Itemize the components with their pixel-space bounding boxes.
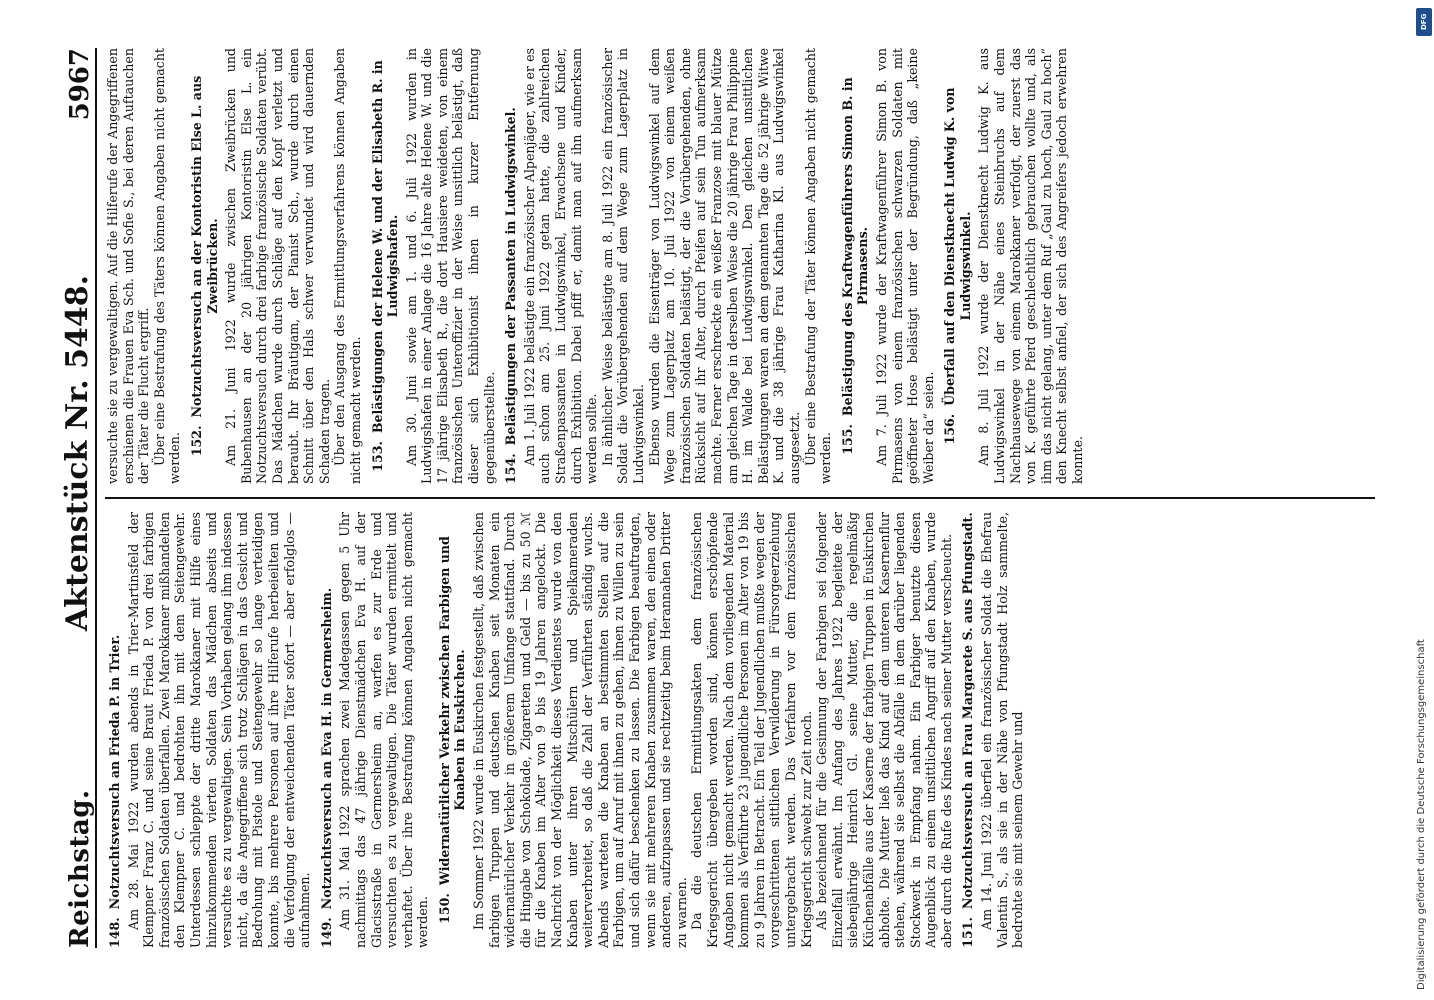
entry-number: 156. [942,413,958,445]
entry-152 [189,48,364,484]
entry-heading: Widernatürlicher Verkehr zwischen Farbigen und Knaben in Euskirchen. [436,536,468,886]
entry-heading: Überfall auf den Dienstknecht Ludwig K. von Ludwigswinkel. [942,87,973,406]
column-right [105,48,1385,484]
entry-heading: Notzuchtsversuch an Frau Margarete S. aus Pfungstadt. [960,512,976,910]
paragraph: Über eine Bestrafung der Täter können Angaben nicht gemacht werden. [802,48,834,484]
paragraph: Am 30. Juni sowie am 1. und 6. Juli 1922 wurden in Ludwigshafen in einer Anlage die 16 Jahre alte Helene W. und die 17 jährige Elisabeth R., die dort Hausiere weideten, von einem französischen Unteroffizier in der Weise unsittlich belästigt, daß dieser sich Exhibitionist ihnen in kurzer Entfernung gegenüberstellte. [403,48,497,484]
dfg-logo: DFG [1416,8,1432,36]
paragraph: Am 1. Juli 1922 belästigte ein französischer Alpenjäger, wie er es auch schon am 25. Juni 1922 getan hatte, die zahlreichen Straßenpassanten in Ludwigswinkel, Erwachsene und Kinder, durch Exhibition. Dabei pfiff er, damit man auf ihn aufmerksam werden sollte. [521,48,600,484]
entry-149 [319,512,431,948]
entry-heading: Notzuchtsversuch an Frieda P. in Trier. [107,634,122,910]
entry-number: 149. [318,917,334,948]
paragraph: Am 8. Juli 1922 wurde der Dienstknecht Ludwig K. aus Ludwigswinkel in der Nähe eines Steinbruchs auf dem Nachhausewege von einem Marokkaner verfolgt, der zuerst das von K. geführte Pferd geschlechtlich gebrauchen wollte und, als ihm das nicht gelang, unter dem Ruf „Gaul zu hoch, Gaul zu hoch“ den Knecht selbst anfiel, der sich des Angreifers jedoch erwehren konnte. [976,48,1086,484]
column-divider [105,498,1375,500]
header-left: Reichstag. [65,789,95,948]
paragraph: Am 21. Juni 1922 wurde zwischen Zweibrücken und Bubenhausen an der 20 jährigen Kontoristin Else L. ein Notzuchtsversuch durch drei farbige französische Soldaten verübt. Das Mädchen wurde durch Schläge auf den Kopf verletzt und beraubt. Ihr Bräutigam, der Pianist Sch., wurde durch einen Schnitt über den Hals schwer verwundet und wird dauernden Schaden tragen. [223,48,332,484]
paragraph: versuchte sie zu vergewaltigen. Auf die Hilferufe der Angegriffenen erschienen die Frauen Eva Sch. und Sofie S., bei deren Auftauchen der Täter die Flucht ergriff. [105,48,152,484]
paragraph: Als bezeichnend für die Gesinnung der Farbigen sei folgender Einzelfall erwähnt. Im Anfang des Jahres 1922 begleitete der siebenjährige Heinrich Gl. seine Mutter, die regelmäßig Küchenabfälle aus der Kaserne der farbigen Truppen in Euskirchen abholte. Die Mutter ließ das Kind auf dem unteren Kasernenflur stehen, während sie selbst die Abfälle in dem darüber liegenden Stockwerk in Empfang nahm. Ein Farbiger benutzte diesen Augenblick zu einem unsittlichen Angriff auf den Knaben, wurde aber durch die Rufe des Kindes nach seiner Mutter verscheucht. [814,512,954,948]
paragraph: Da die deutschen Ermittlungsakten dem französischen Kriegsgericht übergeben worden sind, können erschöpfende Angaben nicht gemacht werden. Nach dem vorliegenden Material kommen als Verführte 23 jugendliche Personen im Alter von 19 bis zu 9 Jahren in Betracht. Ein Teil der Jugendlichen mußte wegen der vorgeschrittenen sittlichen Verwilderung in Fürsorgeerziehung untergebracht werden. Das Verfahren vor dem französischen Kriegsgericht schwebt zur Zeit noch. [689,512,814,948]
entry-156 [942,48,1085,484]
entry-heading: Belästigungen der Passanten in Ludwigswinkel. [503,107,519,446]
entry-151 [960,512,1025,948]
entry-number: 152. [188,425,204,457]
paragraph: Über eine Bestrafung des Täters können Angaben nicht gemacht werden. [151,48,183,484]
paragraph: Am 14. Juni 1922 überfiel ein französischer Soldat die Ehefrau Valentin S., als sie in der Nähe von Pfungstadt Holz sammelte, bedrohte sie mit seinem Gewehr und [979,512,1026,948]
paragraph: Am 7. Juli 1922 wurde der Kraftwagenführer Simon B. von Pirmasens von einem französischen schwarzen Soldaten mit geöffneter Hose belästigt unter der Begründung, daß „keine Weiber da“ seien. [873,48,936,484]
entry-heading: Notzuchtsversuch an der Kontoristin Else L. aus Zweibrücken. [188,75,220,418]
page-header [47,48,97,948]
entry-154 [503,48,833,484]
entry-number: 153. [369,441,385,472]
digitization-credit [1404,10,1428,990]
paragraph: Am 28. Mai 1922 wurden abends in Trier-Martinsfeld der Klempner Franz C. und seine Braut Frieda P. von drei farbigen französischen Soldaten überfallen. Zwei Marokkaner mißhandelten den Klempner C. und bedrohten ihn mit dem Seitengewehr. Unterdessen schleppte der dritte Marokkaner mit Hilfe eines hinzukommenden vierten Soldaten das Mädchen abseits und versuchte es zu vergewaltigen. Sein Vorhaben gelang ihm indessen nicht, da die Angegriffene sich trotz Schlägen in das Gesicht und Bedrohung mit Pistole und Seitengewehr so lange verteidigen konnte, bis mehrere Personen auf ihre Hilferufe herbeieilten und die Verfolgung der entweichenden Täter sofort — aber erfolglos — aufnahmen. [125,512,313,948]
credit-text: Digitalisierung gefördert durch die Deutsche Forschungsgemeinschaft [1416,639,1427,990]
entry-number: 154. [503,453,519,484]
paragraph: Am 31. Mai 1922 sprachen zwei Madegassen gegen 5 Uhr nachmittags das 47 jährige Dienstmädchen Eva H. auf der Glacisstraße in Germersheim an, warfen es zur Erde und versuchten es zu vergewaltigen. Die Täter wurden ermittelt und verhaftet. Über ihre Bestrafung können Angaben nicht gemacht werden. [337,512,431,948]
entry-heading: Notzuchtsversuch an Eva H. in Germersheim. [318,587,334,910]
entry-153 [370,48,498,484]
entry-number: 155. [839,424,855,455]
entry-heading: Belästigungen der Helene W. und der Elisabeth R. in Ludwigshafen. [369,60,401,434]
entry-number: 150. [436,893,452,924]
paragraph: In ähnlicher Weise belästigte am 8. Juli 1922 ein französischer Soldat die Vorübergehenden auf dem Wege zum Lagerplatz in Ludwigswinkel. [599,48,646,484]
entry-150 [437,512,955,948]
paragraph: Über den Ausgang des Ermittlungsverfahrens können Angaben nicht gemacht werden. [332,48,363,484]
entry-number: 151. [960,917,976,948]
entry-number: 148. [107,917,122,948]
paragraph: Im Sommer 1922 wurde in Euskirchen festgestellt, daß zwischen farbigen Truppen und deutschen Knaben seit Monaten ein widernatürlicher Verkehr in größerem Umfange stattfand. Durch die Hingabe von Schokolade, Zigaretten und Geld — bis zu 50 ℳ für die Knaben im Alter von 9 bis 19 Jahren angelockt. Die Nachricht von der Möglichkeit dieses Verdienstes wurde von den Knaben unter ihren Mitschülern und Spielkameraden weiterverbreitet, so daß die Zahl der Verführten ständig wuchs. Abends warteten die Knaben an bestimmten Stellen auf die Farbigen, um auf Anruf mit ihnen zu gehen, ihnen zu Willen zu sein und sich dafür beschenken zu lassen. Die Farbigen beauftragten, wenn sie mit mehreren Knaben zusammen waren, den einen oder anderen, aufzupassen und sie rechtzeitig beim Herannahen Dritter zu warnen. [471,512,689,948]
paragraph: Ebenso wurden die Eisenträger von Ludwigswinkel auf dem Wege zum Lagerplatz am 10. Juli 1922 von einem weißen französischen Soldaten belästigt, der die Vorübergehenden, ohne Rücksicht auf ihr Alter, durch Pfeifen auf sein Tun aufmerksam machte. Ferner erschreckte ein weißer Franzose mit blauer Mütze am gleichen Tage in derselben Weise die 20 jährige Frau Philippine H. im Walde bei Ludwigswinkel. Den gleichen unsittlichen Belästigungen waren an dem genannten Tage die 52 jährige Witwe K. und die 38 jährige Frau Katharina Kl. aus Ludwigswinkel ausgesetzt. [646,48,802,484]
entry-148 [107,512,313,948]
entry-155 [840,48,937,484]
entry-151-continued [105,48,183,484]
entry-heading: Belästigung des Kraftwagenführers Simon B. in Pirmasens. [839,77,871,417]
page-number: 5967 [65,48,95,121]
document-page [47,48,1397,948]
header-title: Aktenstück Nr. 5448. [60,274,95,632]
column-left [105,512,1385,948]
